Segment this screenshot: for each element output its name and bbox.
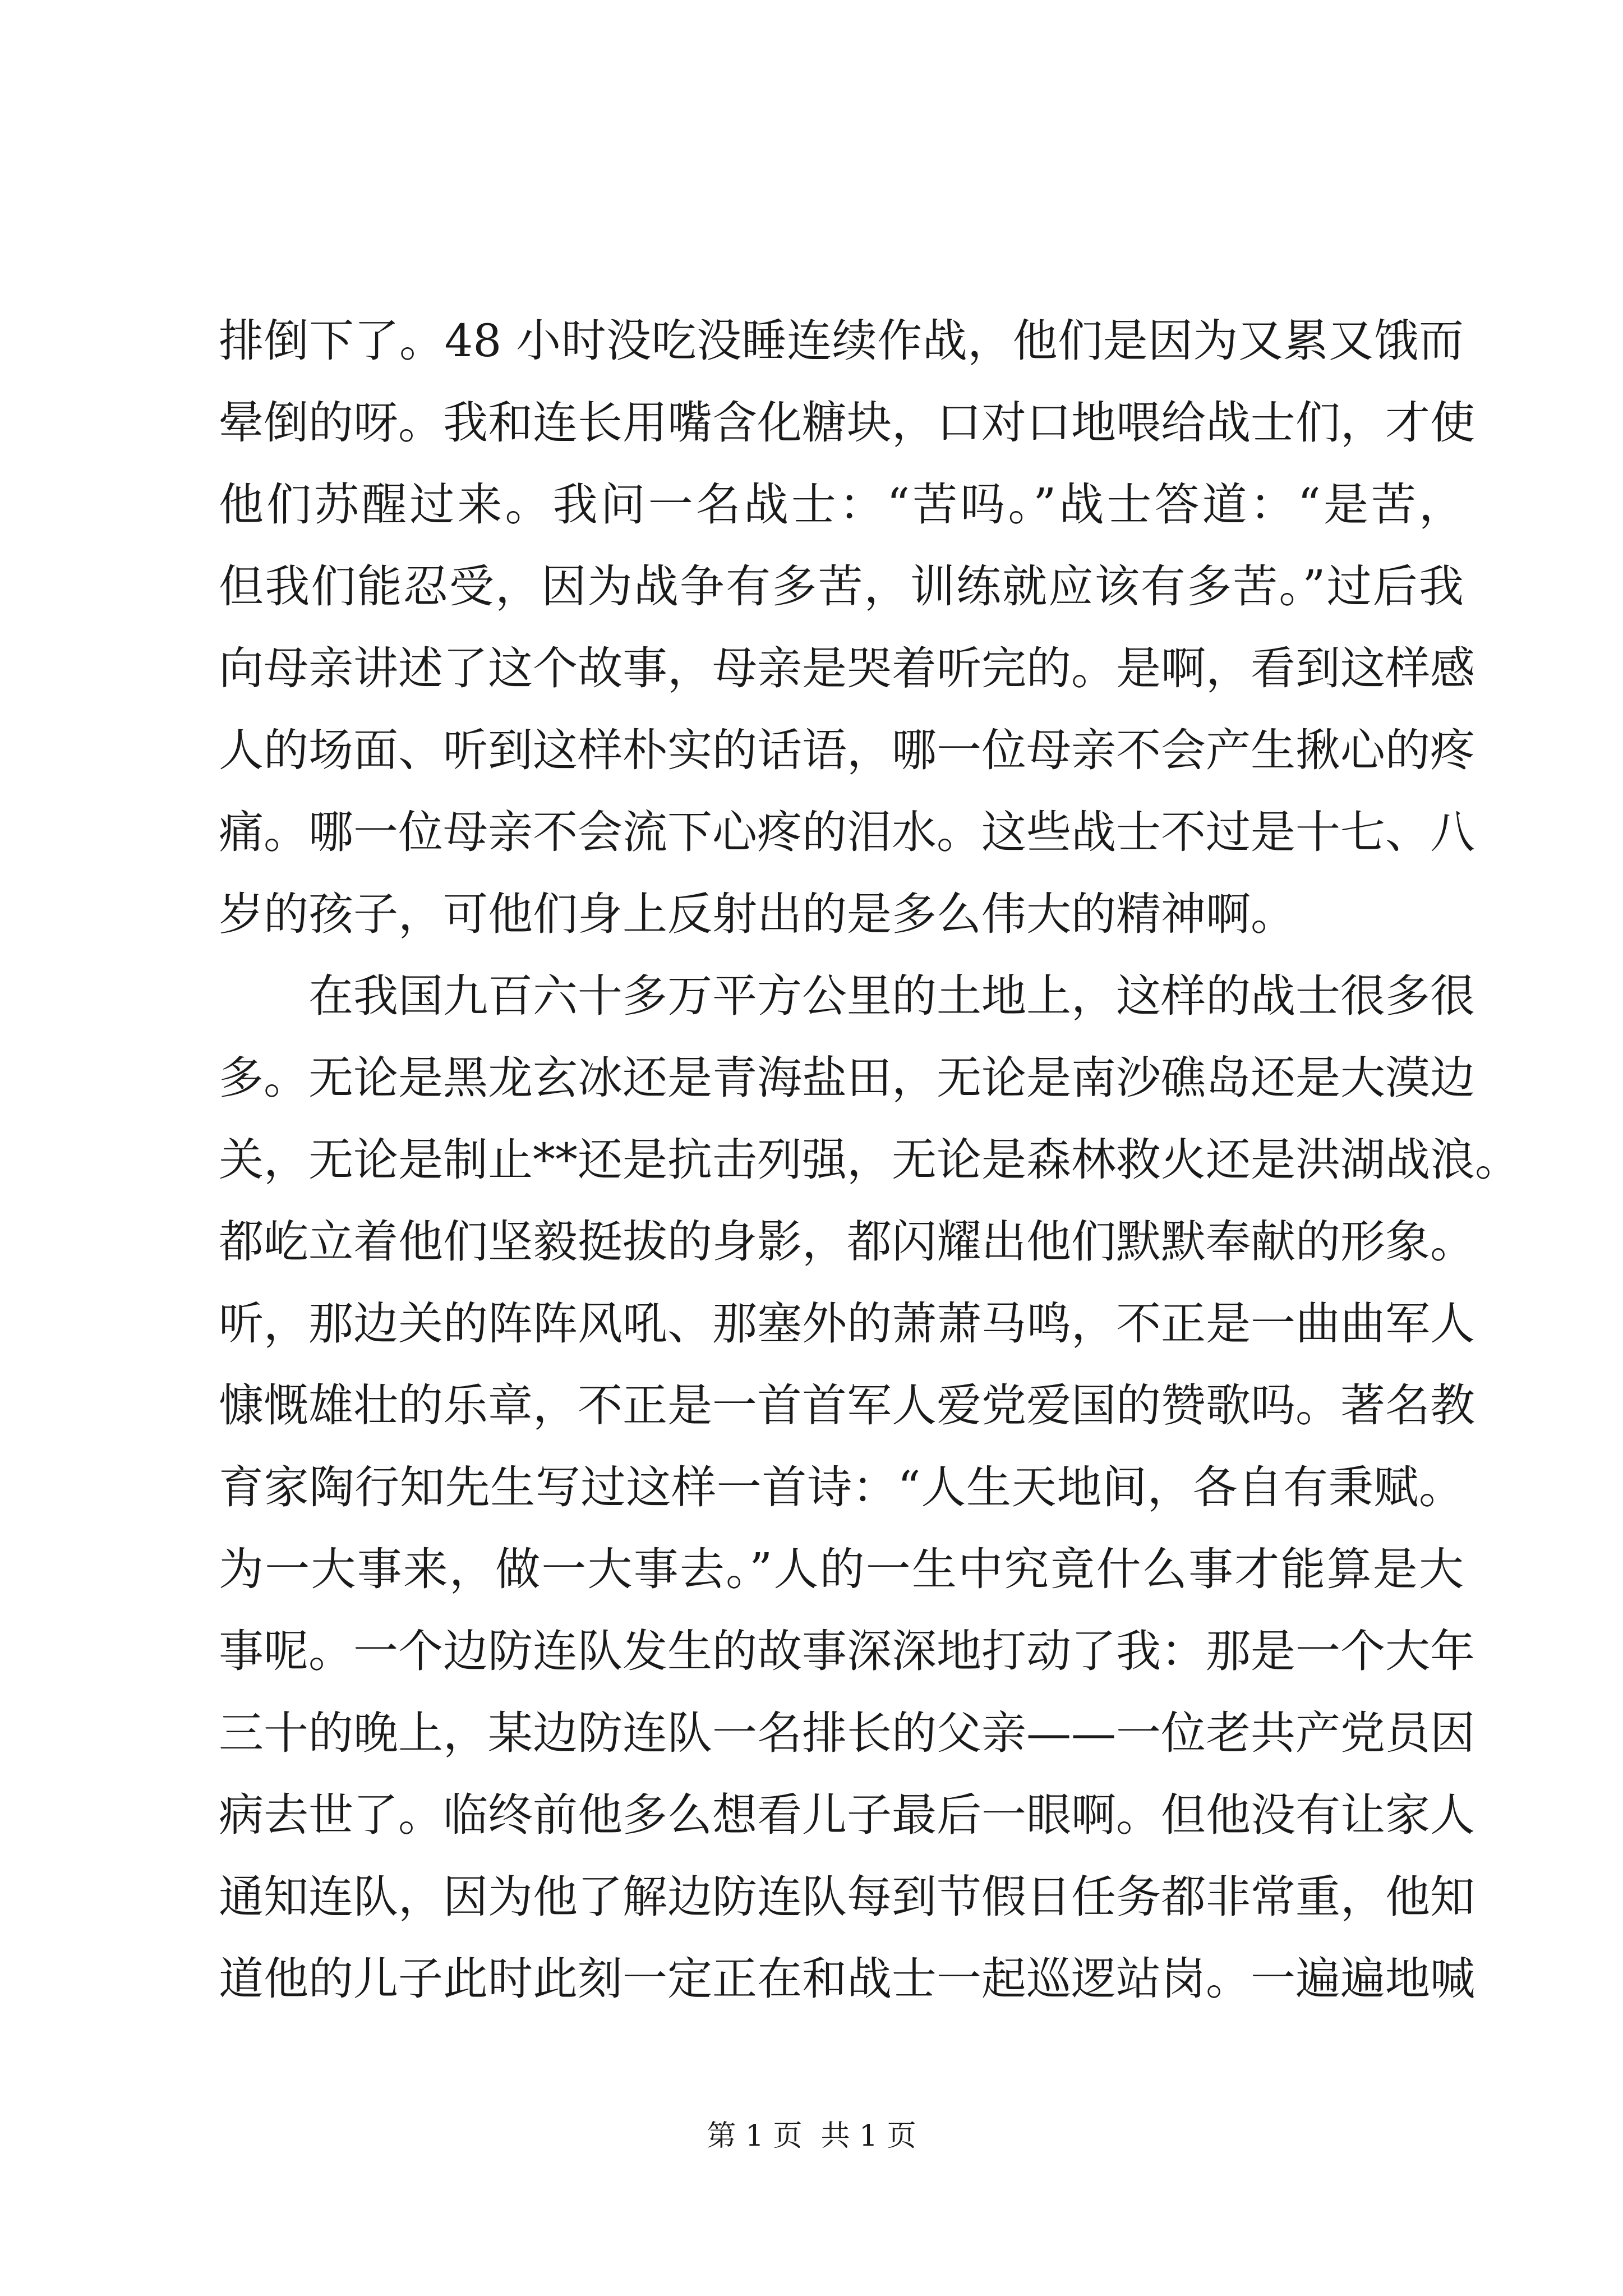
text-line: 多。无论是黑龙玄冰还是青海盐田，无论是南沙礁岛还是大漠边 — [219, 1052, 1475, 1104]
text-line: 岁的孩子，可他们身上反射出的是多么伟大的精神啊。 — [219, 888, 1295, 940]
paragraph-1 — [219, 300, 1475, 955]
text-line: 人的场面、听到这样朴实的话语，哪一位母亲不会产生揪心的疼 — [219, 724, 1475, 776]
text-line: 在我国九百六十多万平方公里的土地上，这样的战士很多很 — [308, 970, 1475, 1022]
paragraph-2 — [219, 955, 1520, 2020]
page-footer: 第 1 页 共 1 页 — [707, 2119, 916, 2153]
text-line: 病去世了。临终前他多么想看儿子最后一眼啊。但他没有让家人 — [219, 1789, 1475, 1841]
text-line: 痛。哪一位母亲不会流下心疼的泪水。这些战士不过是十七、八 — [219, 806, 1475, 858]
text-line: 排倒下了。48 小时没吃没睡连续作战，他们是因为又累又饿而 — [219, 315, 1464, 367]
text-line: 关，无论是制止**还是抗击列强，无论是森林救火还是洪湖战浪。 — [219, 1134, 1520, 1186]
text-line: 三十的晚上，某边防连队一名排长的父亲——一位老共产党员因 — [219, 1707, 1475, 1759]
text-line: 慷慨雄壮的乐章，不正是一首首军人爱党爱国的赞歌吗。著名教 — [219, 1379, 1475, 1432]
text-line: 为一大事来，做一大事去。”人的一生中究竟什么事才能算是大 — [219, 1543, 1464, 1595]
text-line: 通知连队，因为他了解边防连队每到节假日任务都非常重，他知 — [219, 1871, 1475, 1923]
text-line: 听，那边关的阵阵风吼、那塞外的萧萧马鸣，不正是一曲曲军人 — [219, 1297, 1475, 1350]
text-line: 但我们能忍受，因为战争有多苦，训练就应该有多苦。”过后我 — [219, 560, 1464, 613]
text-line: 都屹立着他们坚毅挺拔的身影，都闪耀出他们默默奉献的形象。 — [219, 1216, 1475, 1268]
text-line: 他们苏醒过来。我问一名战士：“苦吗。”战士答道：“是苦， — [219, 478, 1464, 531]
text-line: 育家陶行知先生写过这样一首诗：“人生天地间，各自有秉赋。 — [219, 1461, 1464, 1513]
document-body — [219, 300, 1520, 2020]
text-line: 向母亲讲述了这个故事，母亲是哭着听完的。是啊，看到这样感 — [219, 642, 1475, 694]
text-line: 事呢。一个边防连队发生的故事深深地打动了我：那是一个大年 — [219, 1625, 1475, 1677]
text-line: 道他的儿子此时此刻一定正在和战士一起巡逻站岗。一遍遍地喊 — [219, 1953, 1475, 2005]
text-line: 晕倒的呀。我和连长用嘴含化糖块，口对口地喂给战士们，才使 — [219, 397, 1475, 449]
